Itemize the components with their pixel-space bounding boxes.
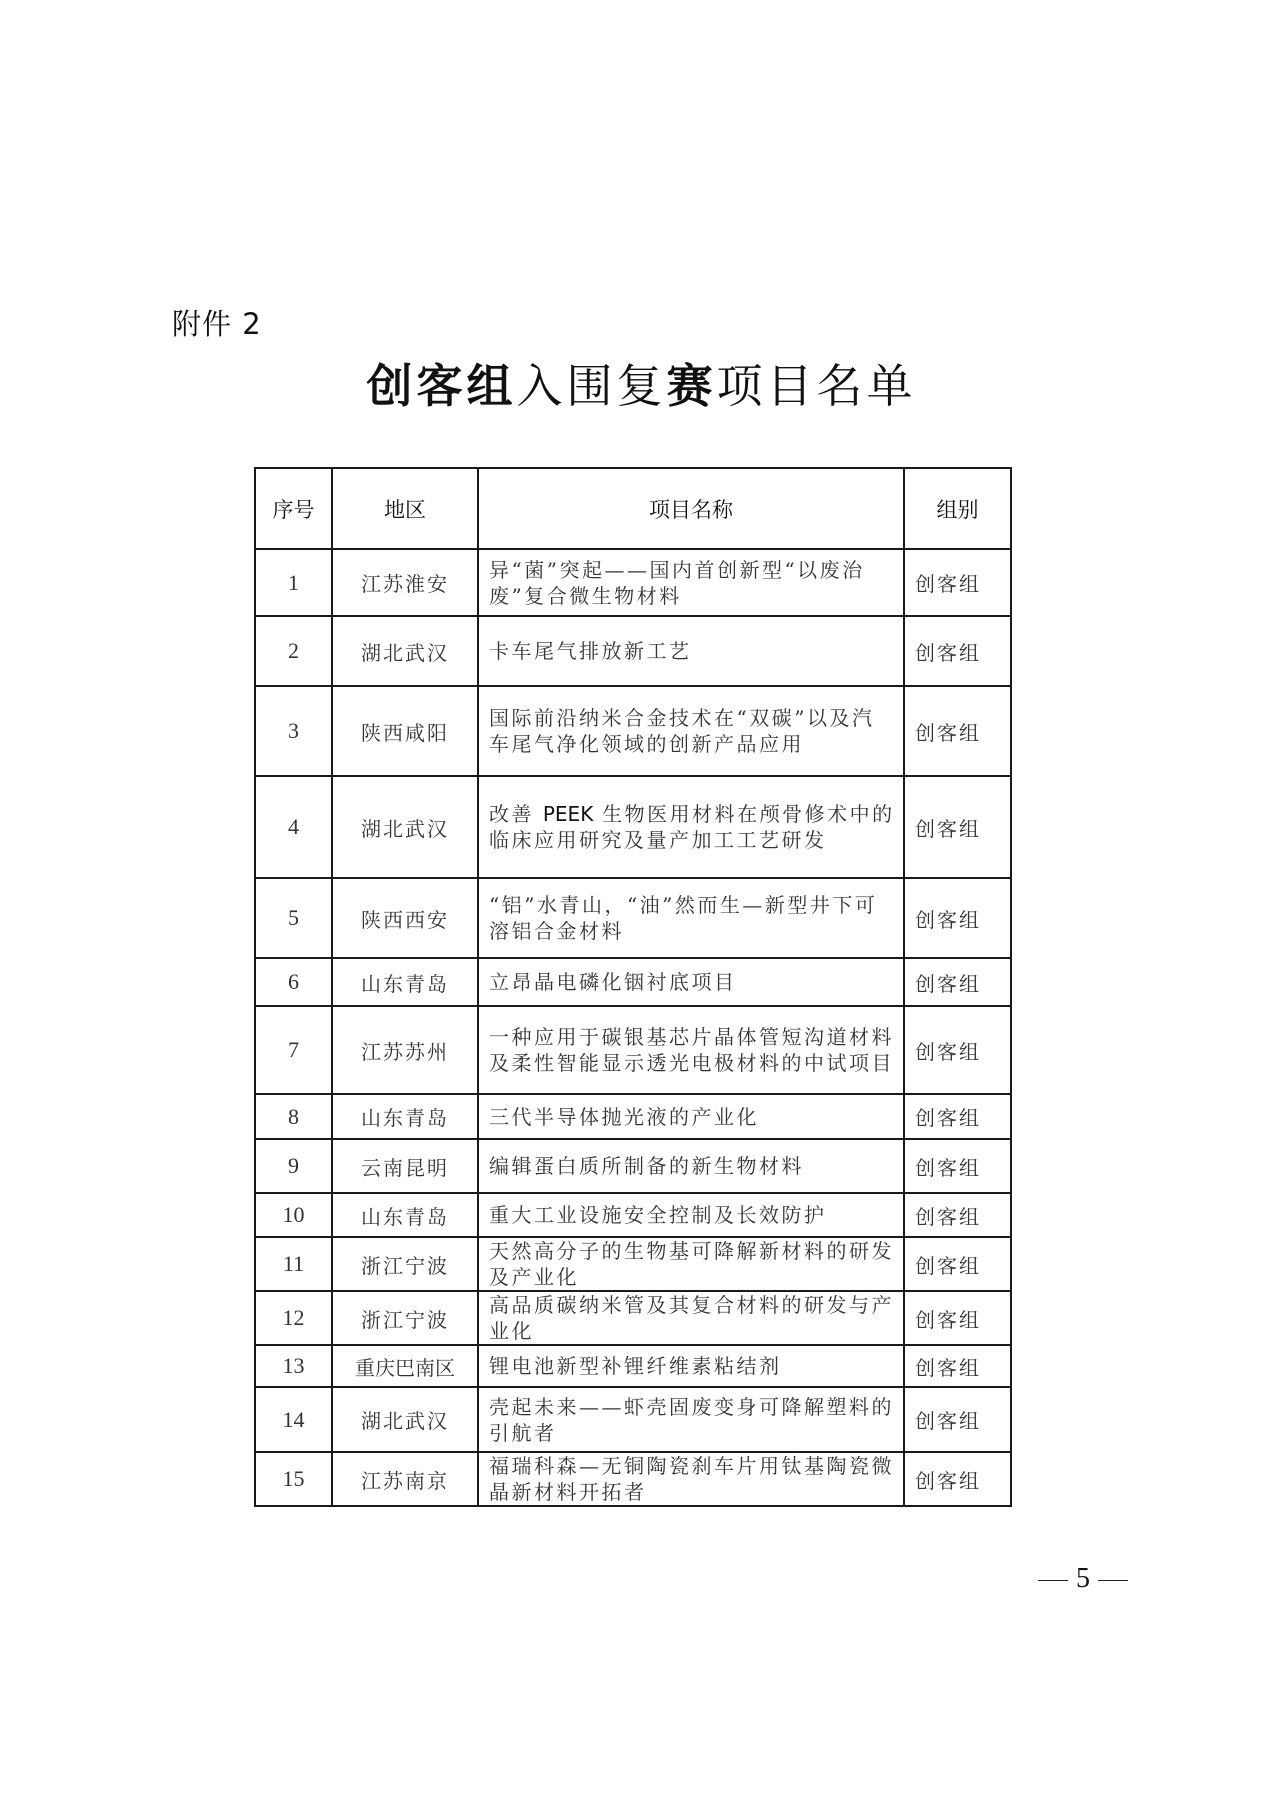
row-group: 创客组 xyxy=(904,1452,1011,1506)
row-region: 陕西咸阳 xyxy=(332,686,478,776)
table-row xyxy=(255,1452,1011,1506)
row-no: 10 xyxy=(255,1193,332,1237)
row-region: 湖北武汉 xyxy=(332,776,478,878)
name-suffix: 生物医用材料在颅骨修术中的临床应用研究及量产加工工艺研发 xyxy=(489,802,895,852)
header-project-name: 项目名称 xyxy=(478,468,904,549)
name-latin-term: PEEK xyxy=(542,802,594,826)
page-number-value: 5 xyxy=(1076,1563,1090,1594)
row-no: 14 xyxy=(255,1387,332,1452)
row-no: 3 xyxy=(255,686,332,776)
row-project-name: 高品质碳纳米管及其复合材料的研发与产业化 xyxy=(478,1291,904,1345)
row-no: 5 xyxy=(255,878,332,958)
row-group: 创客组 xyxy=(904,1291,1011,1345)
row-region: 浙江宁波 xyxy=(332,1237,478,1291)
row-region: 山东青岛 xyxy=(332,1094,478,1139)
row-project-name xyxy=(478,776,904,878)
row-group: 创客组 xyxy=(904,1237,1011,1291)
table-row xyxy=(255,878,1011,958)
row-group: 创客组 xyxy=(904,616,1011,686)
page-title xyxy=(0,350,1280,416)
row-region: 江苏淮安 xyxy=(332,549,478,616)
row-region: 浙江宁波 xyxy=(332,1291,478,1345)
table-row xyxy=(255,616,1011,686)
row-project-name: 锂电池新型补锂纤维素粘结剂 xyxy=(478,1345,904,1387)
dash-right xyxy=(1098,1580,1128,1581)
row-no: 13 xyxy=(255,1345,332,1387)
row-group: 创客组 xyxy=(904,1387,1011,1452)
row-no: 8 xyxy=(255,1094,332,1139)
title-bold-2: 赛 xyxy=(666,359,717,413)
row-region: 陕西西安 xyxy=(332,878,478,958)
title-bold-1: 创客组 xyxy=(366,359,517,413)
row-group: 创客组 xyxy=(904,958,1011,1006)
row-project-name: 卡车尾气排放新工艺 xyxy=(478,616,904,686)
row-project-name: “铝”水青山，“油”然而生—新型井下可溶铝合金材料 xyxy=(478,878,904,958)
row-no: 1 xyxy=(255,549,332,616)
table-row xyxy=(255,549,1011,616)
row-region: 云南昆明 xyxy=(332,1139,478,1193)
page-number xyxy=(1030,1563,1136,1595)
table-row xyxy=(255,686,1011,776)
table-row xyxy=(255,1291,1011,1345)
row-region: 湖北武汉 xyxy=(332,616,478,686)
row-no: 7 xyxy=(255,1006,332,1094)
row-no: 6 xyxy=(255,958,332,1006)
header-serial-no: 序号 xyxy=(255,468,332,549)
row-project-name: 重大工业设施安全控制及长效防护 xyxy=(478,1193,904,1237)
row-project-name: 立昂晶电磷化铟衬底项目 xyxy=(478,958,904,1006)
row-group: 创客组 xyxy=(904,686,1011,776)
table-row xyxy=(255,1006,1011,1094)
title-normal-1: 入围复 xyxy=(516,359,667,413)
row-project-name: 编辑蛋白质所制备的新生物材料 xyxy=(478,1139,904,1193)
row-group: 创客组 xyxy=(904,878,1011,958)
table-row xyxy=(255,958,1011,1006)
row-region: 湖北武汉 xyxy=(332,1387,478,1452)
dash-left xyxy=(1038,1580,1068,1581)
row-no: 12 xyxy=(255,1291,332,1345)
row-project-name: 天然高分子的生物基可降解新材料的研发及产业化 xyxy=(478,1237,904,1291)
title-normal-2: 项目名单 xyxy=(716,359,917,413)
row-region: 江苏苏州 xyxy=(332,1006,478,1094)
table-row xyxy=(255,1387,1011,1452)
row-no: 4 xyxy=(255,776,332,878)
row-group: 创客组 xyxy=(904,1094,1011,1139)
row-no: 9 xyxy=(255,1139,332,1193)
row-project-name: 壳起未来——虾壳固废变身可降解塑料的引航者 xyxy=(478,1387,904,1452)
row-group: 创客组 xyxy=(904,1006,1011,1094)
header-region: 地区 xyxy=(332,468,478,549)
row-project-name: 福瑞科森—无铜陶瓷刹车片用钛基陶瓷微晶新材料开拓者 xyxy=(478,1452,904,1506)
row-project-name: 异“菌”突起——国内首创新型“以废治废”复合微生物材料 xyxy=(478,549,904,616)
row-region: 山东青岛 xyxy=(332,958,478,1006)
row-group: 创客组 xyxy=(904,1139,1011,1193)
table-row xyxy=(255,1345,1011,1387)
row-project-name: 三代半导体抛光液的产业化 xyxy=(478,1094,904,1139)
row-group: 创客组 xyxy=(904,1345,1011,1387)
table-row xyxy=(255,1193,1011,1237)
table-header-row xyxy=(255,468,1011,549)
row-project-name: 一种应用于碳银基芯片晶体管短沟道材料及柔性智能显示透光电极材料的中试项目 xyxy=(478,1006,904,1094)
table-row xyxy=(255,1237,1011,1291)
row-no: 15 xyxy=(255,1452,332,1506)
row-project-name: 国际前沿纳米合金技术在“双碳”以及汽车尾气净化领域的创新产品应用 xyxy=(478,686,904,776)
row-group: 创客组 xyxy=(904,776,1011,878)
name-prefix: 改善 xyxy=(489,802,543,826)
project-list-table xyxy=(254,467,1012,1507)
row-region: 江苏南京 xyxy=(332,1452,478,1506)
row-group: 创客组 xyxy=(904,549,1011,616)
table-row xyxy=(255,776,1011,878)
row-no: 2 xyxy=(255,616,332,686)
header-group: 组别 xyxy=(904,468,1011,549)
attachment-label: 附件 2 xyxy=(172,307,262,341)
row-region: 山东青岛 xyxy=(332,1193,478,1237)
table-row xyxy=(255,1094,1011,1139)
table-row xyxy=(255,1139,1011,1193)
row-no: 11 xyxy=(255,1237,332,1291)
row-group: 创客组 xyxy=(904,1193,1011,1237)
row-region: 重庆巴南区 xyxy=(332,1345,478,1387)
